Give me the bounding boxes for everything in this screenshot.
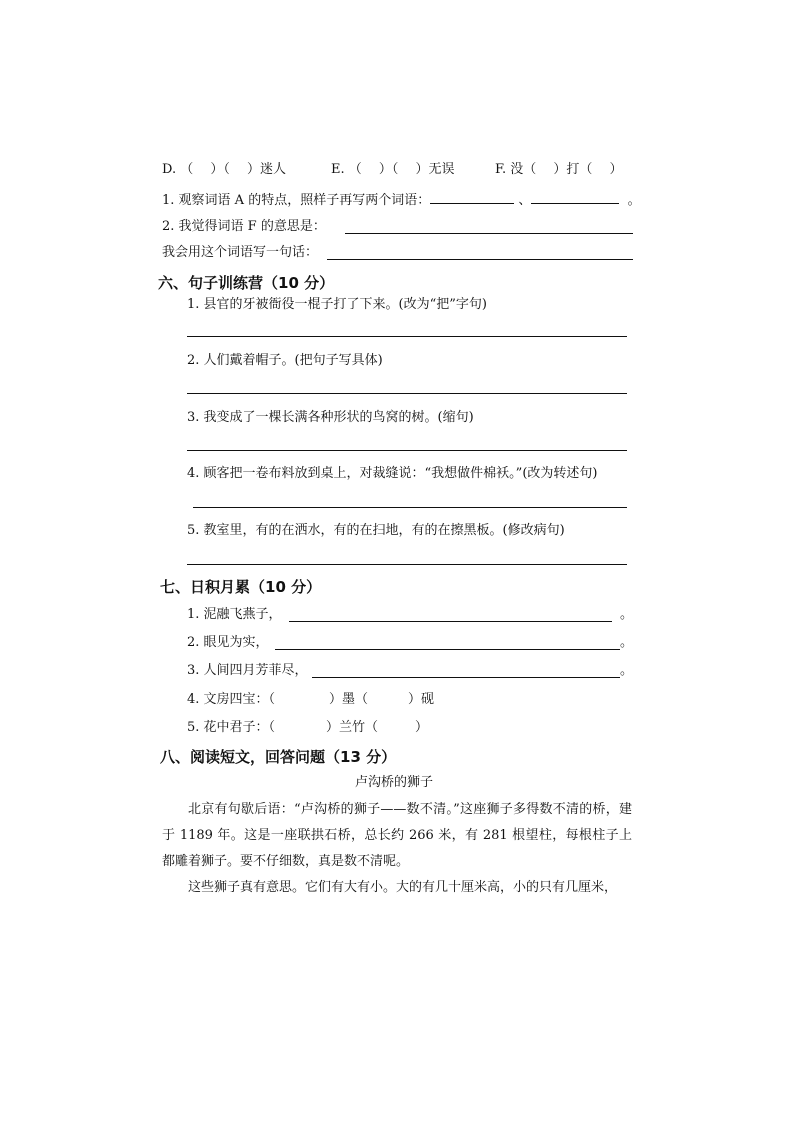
option-e: E. （ ）（ ）无误 — [331, 162, 455, 177]
question-7-5-part-2: ）兰竹（ — [326, 720, 379, 735]
question-7-4-part-2: ）墨（ — [329, 692, 369, 707]
section-6-title: 六、句子训练营（10 分） — [158, 274, 335, 292]
answer-blank-5-1b[interactable] — [531, 191, 619, 204]
option-d: D. （ ）（ ）迷人 — [162, 162, 286, 177]
question-5-1 — [162, 191, 641, 209]
answer-line-5-2b[interactable] — [327, 259, 633, 260]
question-6-2: 2. 人们戴着帽子。(把句子写具体) — [187, 353, 383, 368]
question-7-4-part-3: ）砚 — [408, 692, 435, 707]
option-f: F. 没（ ）打（ ） — [495, 162, 623, 177]
answer-line-5-2[interactable] — [345, 233, 633, 234]
period: 。 — [627, 193, 641, 208]
question-7-2: 2. 眼见为实， — [187, 635, 269, 650]
question-7-4-part-1: 4. 文房四宝：（ — [187, 692, 276, 707]
separator: 、 — [518, 193, 532, 208]
question-6-4: 4. 顾客把一卷布料放到桌上，对裁缝说：“我想做件棉袄。”(改为转述句) — [187, 466, 598, 481]
question-5-2b: 我会用这个词语写一句话： — [162, 245, 319, 260]
answer-line-7-2[interactable] — [275, 649, 620, 650]
question-7-3: 3. 人间四月芳菲尽， — [187, 663, 308, 678]
answer-blank-5-1a[interactable] — [430, 191, 514, 204]
period: 。 — [620, 635, 634, 650]
answer-line-7-1[interactable] — [289, 621, 612, 622]
question-6-5: 5. 教室里，有的在洒水，有的在扫地，有的在擦黑板。(修改病句) — [187, 523, 565, 538]
question-7-1: 1. 泥融飞燕子， — [187, 607, 282, 622]
period: 。 — [620, 607, 634, 622]
paragraph-1: 北京有句歇后语：“卢沟桥的狮子——数不清。”这座狮子多得数不清的桥，建于 1189 年。这是一座联拱石桥，总长约 266 米，有 281 根望柱，每根柱子上都雕着狮子。要不仔细数，真是数不清呢。 — [162, 802, 632, 869]
answer-line-6-1[interactable] — [187, 336, 627, 337]
story-title: 卢沟桥的狮子 — [355, 775, 434, 790]
question-7-5-part-3: ） — [415, 720, 429, 735]
answer-line-6-5[interactable] — [187, 564, 627, 565]
paragraph-2: 这些狮子真有意思。它们有大有小。大的有几十厘米高，小的只有几厘米， — [188, 880, 618, 895]
question-5-1-text: 1. 观察词语 A 的特点，照样子再写两个词语： — [162, 193, 431, 208]
question-6-3: 3. 我变成了一棵长满各种形状的鸟窝的树。(缩句) — [187, 410, 474, 425]
reading-passage — [162, 797, 632, 901]
period: 。 — [620, 663, 634, 678]
answer-line-6-4[interactable] — [193, 507, 627, 508]
section-7-title: 七、日积月累（10 分） — [160, 578, 322, 596]
answer-line-6-2[interactable] — [187, 393, 627, 394]
question-7-5-part-1: 5. 花中君子：（ — [187, 720, 276, 735]
answer-line-6-3[interactable] — [187, 450, 627, 451]
answer-line-7-3[interactable] — [312, 677, 620, 678]
question-5-2: 2. 我觉得词语 F 的意思是： — [162, 219, 326, 234]
section-8-title: 八、阅读短文，回答问题（13 分） — [160, 748, 397, 766]
question-6-1: 1. 县官的牙被衙役一棍子打了下来。(改为“把”字句) — [187, 297, 487, 312]
